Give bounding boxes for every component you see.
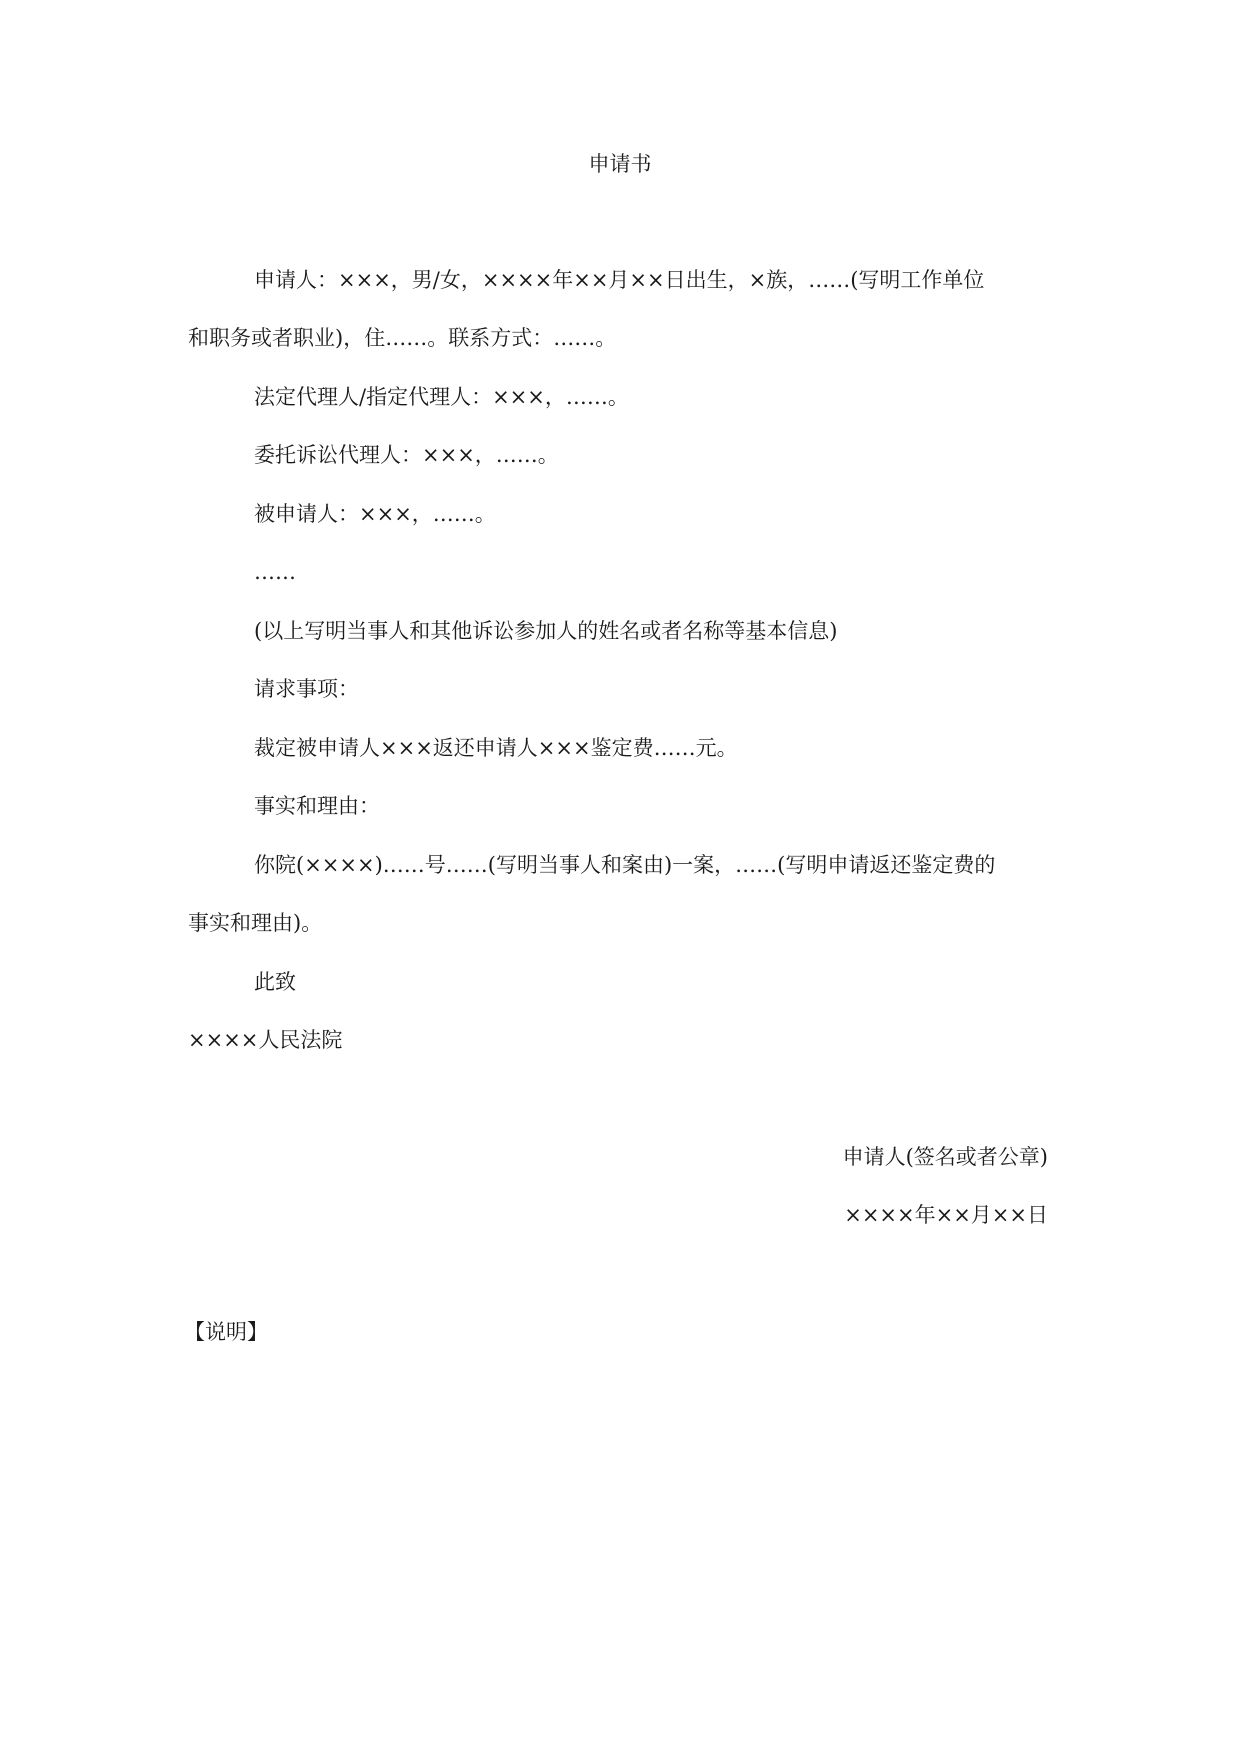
document-title: 申请书 [588, 152, 652, 176]
entrusted-agent-line: 委托诉讼代理人：×××，……。 [254, 443, 559, 467]
facts-line-2: 事实和理由)。 [188, 911, 323, 935]
facts-heading: 事实和理由： [254, 794, 380, 818]
date-line: ××××年××月××日 [844, 1203, 1048, 1227]
applicant-line-2: 和职务或者职业)，住……。联系方式：……。 [188, 326, 617, 350]
ellipsis-line: …… [254, 560, 296, 584]
salutation: 此致 [254, 970, 296, 994]
legal-agent-line: 法定代理人/指定代理人：×××，……。 [254, 385, 629, 409]
request-text: 裁定被申请人×××返还申请人×××鉴定费……元。 [254, 736, 738, 760]
applicant-line-1: 申请人：×××，男/女，××××年××月××日出生，×族，……(写明工作单位 [254, 268, 985, 292]
signature-line: 申请人(签名或者公章) [842, 1145, 1048, 1169]
notes-heading: 【说明】 [184, 1320, 268, 1344]
court-name: ××××人民法院 [188, 1028, 343, 1052]
facts-line-1: 你院(××××)……号……(写明当事人和案由)一案，……(写明申请返还鉴定费的 [254, 853, 996, 877]
parties-note: (以上写明当事人和其他诉讼参加人的姓名或者名称等基本信息) [254, 619, 838, 643]
request-heading: 请求事项： [254, 677, 359, 701]
respondent-line: 被申请人：×××，……。 [254, 502, 496, 526]
